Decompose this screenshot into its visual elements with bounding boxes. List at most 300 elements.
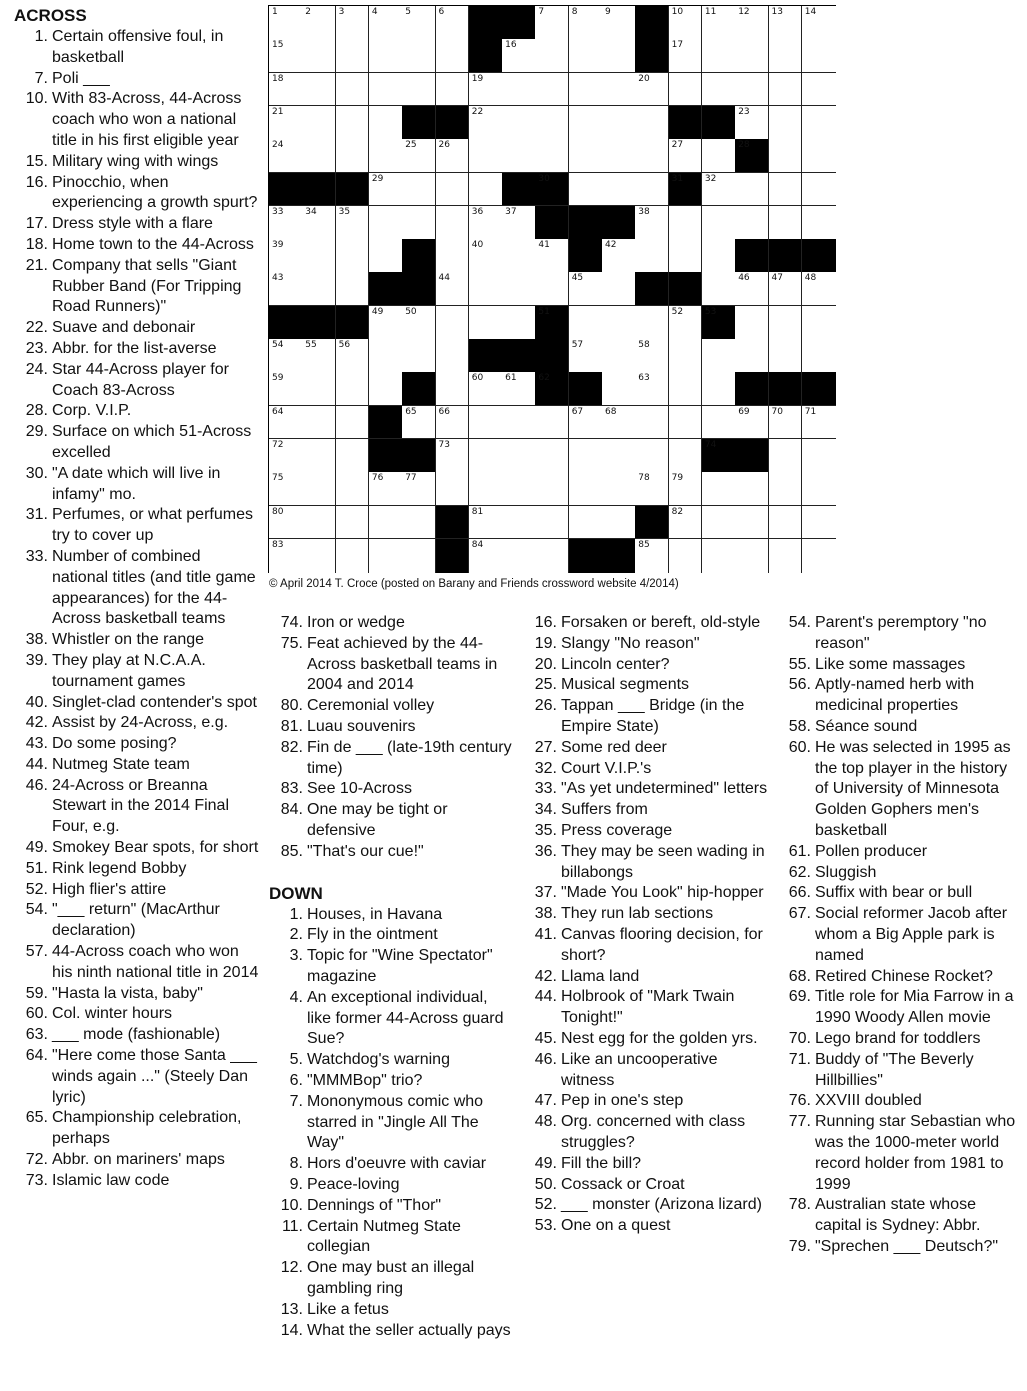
grid-cell[interactable] bbox=[735, 272, 769, 306]
grid-cell[interactable] bbox=[469, 506, 503, 540]
grid-cell[interactable] bbox=[669, 472, 703, 506]
grid-cell[interactable] bbox=[802, 406, 836, 440]
grid-cell[interactable] bbox=[602, 506, 636, 540]
grid-cell[interactable] bbox=[469, 239, 503, 273]
cell-number: 58 bbox=[638, 340, 650, 350]
grid-cell[interactable] bbox=[802, 39, 836, 73]
grid-cell[interactable] bbox=[802, 6, 836, 40]
grid-cell[interactable] bbox=[669, 506, 703, 540]
clue-text: One may be tight or defensive bbox=[307, 801, 448, 839]
grid-cell[interactable] bbox=[469, 73, 503, 107]
cell-number: 63 bbox=[638, 373, 650, 384]
grid-cell[interactable] bbox=[802, 539, 836, 573]
grid-cell[interactable] bbox=[436, 439, 470, 473]
clue-text: "As yet undetermined" letters bbox=[561, 780, 768, 798]
grid-cell[interactable] bbox=[269, 506, 303, 540]
grid-cell[interactable] bbox=[302, 6, 336, 40]
grid-cell[interactable] bbox=[469, 272, 503, 306]
grid-cell[interactable] bbox=[436, 73, 470, 107]
grid-cell[interactable] bbox=[702, 339, 736, 373]
grid-cell[interactable] bbox=[302, 206, 336, 240]
grid-cell[interactable] bbox=[269, 139, 303, 173]
grid-cell[interactable] bbox=[635, 306, 669, 340]
grid-cell[interactable] bbox=[502, 406, 536, 440]
grid-cell[interactable] bbox=[735, 539, 769, 573]
grid-cell[interactable] bbox=[336, 506, 370, 540]
grid-cell[interactable] bbox=[336, 539, 370, 573]
cell-number: 33 bbox=[272, 206, 284, 217]
grid-cell[interactable] bbox=[635, 206, 669, 240]
grid-cell[interactable] bbox=[769, 6, 803, 40]
grid-cell[interactable] bbox=[602, 439, 636, 473]
grid-cell[interactable] bbox=[535, 106, 569, 140]
grid-cell[interactable] bbox=[269, 39, 303, 73]
grid-cell[interactable] bbox=[735, 73, 769, 107]
grid-cell[interactable] bbox=[269, 6, 303, 40]
grid-cell[interactable] bbox=[735, 106, 769, 140]
clue-text: Aptly-named herb with medicinal properties bbox=[815, 676, 975, 715]
grid-cell[interactable] bbox=[702, 239, 736, 273]
grid-cell[interactable] bbox=[469, 139, 503, 173]
grid-cell[interactable] bbox=[336, 406, 370, 440]
grid-cell[interactable] bbox=[602, 139, 636, 173]
grid-cell[interactable] bbox=[302, 539, 336, 573]
grid-cell[interactable] bbox=[369, 306, 403, 340]
grid-cell[interactable] bbox=[436, 239, 470, 273]
black-square bbox=[402, 106, 436, 140]
grid-cell[interactable] bbox=[336, 272, 370, 306]
grid-cell[interactable] bbox=[502, 306, 536, 340]
grid-cell[interactable] bbox=[769, 439, 803, 473]
grid-cell[interactable] bbox=[502, 272, 536, 306]
grid-cell[interactable] bbox=[336, 39, 370, 73]
grid-cell[interactable] bbox=[402, 339, 436, 373]
clue-number: 25. bbox=[534, 676, 557, 694]
grid-cell[interactable] bbox=[302, 139, 336, 173]
grid-cell[interactable] bbox=[669, 306, 703, 340]
grid-cell[interactable] bbox=[302, 39, 336, 73]
grid-cell[interactable] bbox=[602, 372, 636, 406]
grid-cell[interactable] bbox=[569, 439, 603, 473]
grid-cell[interactable] bbox=[735, 173, 769, 207]
grid-cell[interactable] bbox=[336, 239, 370, 273]
grid-cell[interactable] bbox=[769, 472, 803, 506]
grid-cell[interactable] bbox=[602, 239, 636, 273]
grid-cell[interactable] bbox=[735, 339, 769, 373]
grid-cell[interactable] bbox=[702, 39, 736, 73]
grid-cell[interactable] bbox=[535, 439, 569, 473]
grid-cell[interactable] bbox=[336, 6, 370, 40]
grid-cell[interactable] bbox=[402, 173, 436, 207]
down-clue bbox=[523, 1050, 768, 1092]
grid-cell[interactable] bbox=[769, 272, 803, 306]
grid-cell[interactable] bbox=[302, 73, 336, 107]
grid-cell[interactable] bbox=[635, 539, 669, 573]
clue-text: 44-Across coach who won his ninth national title in 2014 bbox=[52, 943, 259, 981]
clue-text: Lego brand for toddlers bbox=[815, 1029, 981, 1047]
grid-cell[interactable] bbox=[369, 472, 403, 506]
grid-cell[interactable] bbox=[735, 306, 769, 340]
grid-cell[interactable] bbox=[436, 406, 470, 440]
grid-cell[interactable] bbox=[535, 539, 569, 573]
grid-cell[interactable] bbox=[469, 539, 503, 573]
grid-cell[interactable] bbox=[269, 206, 303, 240]
clue-number: 4. bbox=[289, 988, 303, 1006]
grid-cell[interactable] bbox=[369, 173, 403, 207]
grid-cell[interactable] bbox=[302, 239, 336, 273]
grid-cell[interactable] bbox=[635, 439, 669, 473]
grid-cell[interactable] bbox=[735, 6, 769, 40]
grid-cell[interactable] bbox=[669, 239, 703, 273]
grid-cell[interactable] bbox=[769, 339, 803, 373]
grid-cell[interactable] bbox=[669, 406, 703, 440]
grid-cell[interactable] bbox=[269, 472, 303, 506]
grid-cell[interactable] bbox=[436, 372, 470, 406]
grid-cell[interactable] bbox=[569, 472, 603, 506]
grid-cell[interactable] bbox=[269, 339, 303, 373]
grid-cell[interactable] bbox=[769, 539, 803, 573]
grid-cell[interactable] bbox=[602, 73, 636, 107]
grid-cell[interactable] bbox=[702, 139, 736, 173]
grid-cell[interactable] bbox=[302, 506, 336, 540]
grid-cell[interactable] bbox=[436, 272, 470, 306]
grid-cell[interactable] bbox=[602, 339, 636, 373]
grid-cell[interactable] bbox=[502, 472, 536, 506]
grid-cell[interactable] bbox=[502, 239, 536, 273]
grid-cell[interactable] bbox=[702, 6, 736, 40]
grid-cell[interactable] bbox=[402, 506, 436, 540]
grid-cell[interactable] bbox=[436, 472, 470, 506]
cell-number: 21 bbox=[272, 106, 284, 117]
grid-cell[interactable] bbox=[802, 306, 836, 340]
grid-cell[interactable] bbox=[535, 6, 569, 40]
grid-cell[interactable] bbox=[369, 539, 403, 573]
grid-cell[interactable] bbox=[502, 506, 536, 540]
grid-cell[interactable] bbox=[602, 406, 636, 440]
grid-cell[interactable] bbox=[502, 39, 536, 73]
grid-cell[interactable] bbox=[535, 139, 569, 173]
grid-cell[interactable] bbox=[769, 206, 803, 240]
across-clue bbox=[14, 1108, 259, 1150]
grid-cell[interactable] bbox=[802, 106, 836, 140]
grid-cell[interactable] bbox=[336, 439, 370, 473]
grid-cell[interactable] bbox=[369, 73, 403, 107]
grid-cell[interactable] bbox=[602, 39, 636, 73]
grid-cell[interactable] bbox=[769, 306, 803, 340]
grid-cell[interactable] bbox=[702, 372, 736, 406]
grid-cell[interactable] bbox=[469, 439, 503, 473]
grid-cell[interactable] bbox=[569, 139, 603, 173]
grid-cell[interactable] bbox=[802, 439, 836, 473]
grid-cell[interactable] bbox=[635, 239, 669, 273]
cell-number: 75 bbox=[272, 473, 284, 484]
grid-cell[interactable] bbox=[769, 406, 803, 440]
grid-cell[interactable] bbox=[469, 306, 503, 340]
grid-cell[interactable] bbox=[569, 173, 603, 207]
grid-cell[interactable] bbox=[336, 73, 370, 107]
grid-cell[interactable] bbox=[769, 506, 803, 540]
grid-cell[interactable] bbox=[669, 73, 703, 107]
grid-cell[interactable] bbox=[502, 73, 536, 107]
grid-cell[interactable] bbox=[635, 339, 669, 373]
grid-cell[interactable] bbox=[469, 206, 503, 240]
grid-cell[interactable] bbox=[369, 239, 403, 273]
grid-cell[interactable] bbox=[269, 539, 303, 573]
grid-cell[interactable] bbox=[436, 39, 470, 73]
grid-cell[interactable] bbox=[669, 439, 703, 473]
grid-cell[interactable] bbox=[769, 106, 803, 140]
grid-cell[interactable] bbox=[569, 73, 603, 107]
clue-number: 66. bbox=[788, 884, 811, 902]
grid-cell[interactable] bbox=[602, 272, 636, 306]
grid-cell[interactable] bbox=[735, 206, 769, 240]
clue-text: Star 44-Across player for Coach 83-Across bbox=[52, 360, 229, 399]
grid-cell[interactable] bbox=[635, 106, 669, 140]
grid-cell[interactable] bbox=[669, 372, 703, 406]
grid-cell[interactable] bbox=[769, 73, 803, 107]
grid-cell[interactable] bbox=[702, 272, 736, 306]
clue-text: Nest egg for the golden yrs. bbox=[561, 1029, 758, 1047]
clue-number: 60. bbox=[788, 738, 811, 756]
grid-cell[interactable] bbox=[469, 372, 503, 406]
black-square bbox=[569, 372, 603, 406]
grid-cell[interactable] bbox=[269, 73, 303, 107]
across-heading: ACROSS bbox=[14, 6, 87, 25]
grid-cell[interactable] bbox=[336, 139, 370, 173]
clue-number: 36. bbox=[534, 842, 557, 860]
grid-cell[interactable] bbox=[336, 339, 370, 373]
grid-cell[interactable] bbox=[669, 39, 703, 73]
grid-cell[interactable] bbox=[269, 406, 303, 440]
grid-cell[interactable] bbox=[302, 339, 336, 373]
grid-cell[interactable] bbox=[769, 39, 803, 73]
grid-cell[interactable] bbox=[369, 139, 403, 173]
grid-cell[interactable] bbox=[402, 539, 436, 573]
grid-cell[interactable] bbox=[535, 73, 569, 107]
grid-cell[interactable] bbox=[269, 272, 303, 306]
grid-cell[interactable] bbox=[802, 472, 836, 506]
grid-cell[interactable] bbox=[302, 406, 336, 440]
clue-number: 80. bbox=[280, 697, 303, 715]
grid-cell[interactable] bbox=[402, 73, 436, 107]
grid-cell[interactable] bbox=[635, 372, 669, 406]
grid-cell[interactable] bbox=[802, 506, 836, 540]
grid-cell[interactable] bbox=[535, 472, 569, 506]
clue-text: Singlet-clad contender's spot bbox=[52, 693, 257, 711]
across-clue bbox=[14, 900, 259, 942]
grid-cell[interactable] bbox=[369, 6, 403, 40]
down-clue bbox=[269, 905, 514, 926]
grid-cell[interactable] bbox=[769, 139, 803, 173]
black-square bbox=[702, 106, 736, 140]
black-square bbox=[735, 372, 769, 406]
grid-cell[interactable] bbox=[302, 439, 336, 473]
clue-number: 7. bbox=[34, 69, 48, 87]
grid-cell[interactable] bbox=[802, 339, 836, 373]
grid-cell[interactable] bbox=[469, 406, 503, 440]
grid-cell[interactable] bbox=[302, 272, 336, 306]
grid-cell[interactable] bbox=[602, 106, 636, 140]
grid-cell[interactable] bbox=[735, 406, 769, 440]
down-clue bbox=[269, 1050, 514, 1071]
grid-cell[interactable] bbox=[469, 173, 503, 207]
grid-cell[interactable] bbox=[336, 206, 370, 240]
clue-number: 17. bbox=[25, 215, 48, 233]
grid-cell[interactable] bbox=[469, 106, 503, 140]
grid-cell[interactable] bbox=[802, 206, 836, 240]
grid-cell[interactable] bbox=[402, 39, 436, 73]
clue-text: Forsaken or bereft, old-style bbox=[561, 614, 761, 631]
grid-cell[interactable] bbox=[436, 139, 470, 173]
grid-cell[interactable] bbox=[569, 272, 603, 306]
grid-cell[interactable] bbox=[369, 39, 403, 73]
grid-cell[interactable] bbox=[269, 439, 303, 473]
clue-number: 56. bbox=[788, 676, 811, 694]
grid-cell[interactable] bbox=[669, 339, 703, 373]
grid-cell[interactable] bbox=[302, 372, 336, 406]
grid-cell[interactable] bbox=[469, 472, 503, 506]
grid-cell[interactable] bbox=[402, 406, 436, 440]
grid-cell[interactable] bbox=[436, 173, 470, 207]
down-clue bbox=[269, 946, 514, 988]
grid-cell[interactable] bbox=[769, 173, 803, 207]
grid-cell[interactable] bbox=[336, 106, 370, 140]
grid-cell[interactable] bbox=[269, 106, 303, 140]
grid-cell[interactable] bbox=[369, 506, 403, 540]
grid-cell[interactable] bbox=[336, 472, 370, 506]
grid-cell[interactable] bbox=[535, 406, 569, 440]
grid-cell[interactable] bbox=[669, 139, 703, 173]
black-square bbox=[802, 239, 836, 273]
grid-cell[interactable] bbox=[702, 472, 736, 506]
grid-cell[interactable] bbox=[569, 339, 603, 373]
clue-text: They play at N.C.A.A. tournament games bbox=[52, 651, 206, 690]
grid-cell[interactable] bbox=[402, 6, 436, 40]
grid-cell[interactable] bbox=[402, 139, 436, 173]
grid-cell[interactable] bbox=[735, 506, 769, 540]
grid-cell[interactable] bbox=[702, 406, 736, 440]
grid-cell[interactable] bbox=[535, 239, 569, 273]
grid-cell[interactable] bbox=[569, 306, 603, 340]
grid-cell[interactable] bbox=[802, 139, 836, 173]
clue-number: 16. bbox=[25, 173, 48, 191]
grid-cell[interactable] bbox=[635, 73, 669, 107]
grid-cell[interactable] bbox=[635, 139, 669, 173]
grid-cell[interactable] bbox=[502, 106, 536, 140]
clue-number: 81. bbox=[280, 717, 303, 735]
cell-number: 61 bbox=[505, 373, 517, 384]
grid-cell[interactable] bbox=[602, 306, 636, 340]
grid-cell[interactable] bbox=[569, 6, 603, 40]
grid-cell[interactable] bbox=[802, 272, 836, 306]
grid-cell[interactable] bbox=[436, 206, 470, 240]
grid-cell[interactable] bbox=[369, 206, 403, 240]
cell-number: 29 bbox=[371, 173, 384, 184]
grid-cell[interactable] bbox=[635, 472, 669, 506]
clue-number: 54. bbox=[788, 614, 811, 631]
clue-text: Pep in one's step bbox=[561, 1092, 684, 1110]
grid-cell[interactable] bbox=[336, 372, 370, 406]
grid-cell[interactable] bbox=[702, 206, 736, 240]
clue-number: 24. bbox=[25, 360, 48, 378]
grid-cell[interactable] bbox=[702, 539, 736, 573]
grid-cell[interactable] bbox=[802, 73, 836, 107]
grid-cell[interactable] bbox=[302, 472, 336, 506]
grid-cell[interactable] bbox=[702, 73, 736, 107]
grid-cell[interactable] bbox=[569, 506, 603, 540]
cell-number: 74 bbox=[704, 439, 717, 450]
black-square bbox=[436, 539, 470, 573]
grid-cell[interactable] bbox=[569, 39, 603, 73]
grid-cell[interactable] bbox=[436, 339, 470, 373]
grid-cell[interactable] bbox=[302, 106, 336, 140]
grid-cell[interactable] bbox=[735, 39, 769, 73]
grid-cell[interactable] bbox=[569, 406, 603, 440]
black-square bbox=[669, 106, 703, 140]
grid-cell[interactable] bbox=[535, 39, 569, 73]
grid-cell[interactable] bbox=[369, 339, 403, 373]
cell-number: 76 bbox=[371, 473, 384, 484]
clue-number: 1. bbox=[289, 905, 303, 923]
black-square bbox=[436, 106, 470, 140]
grid-cell[interactable] bbox=[269, 239, 303, 273]
grid-cell[interactable] bbox=[369, 372, 403, 406]
clue-number: 51. bbox=[25, 859, 48, 877]
clue-number: 21. bbox=[25, 256, 48, 274]
grid-cell[interactable] bbox=[535, 272, 569, 306]
grid-cell[interactable] bbox=[702, 506, 736, 540]
grid-cell[interactable] bbox=[635, 406, 669, 440]
grid-cell[interactable] bbox=[269, 372, 303, 406]
clue-number: 15. bbox=[25, 152, 48, 170]
grid-cell[interactable] bbox=[635, 173, 669, 207]
grid-cell[interactable] bbox=[502, 439, 536, 473]
clue-number: 12. bbox=[280, 1259, 303, 1277]
grid-cell[interactable] bbox=[802, 173, 836, 207]
grid-cell[interactable] bbox=[369, 106, 403, 140]
grid-cell[interactable] bbox=[602, 173, 636, 207]
grid-cell[interactable] bbox=[669, 539, 703, 573]
grid-cell[interactable] bbox=[402, 306, 436, 340]
grid-cell[interactable] bbox=[402, 206, 436, 240]
grid-cell[interactable] bbox=[569, 106, 603, 140]
grid-cell[interactable] bbox=[436, 6, 470, 40]
grid-cell[interactable] bbox=[502, 206, 536, 240]
across-clue bbox=[14, 693, 259, 714]
grid-cell[interactable] bbox=[402, 472, 436, 506]
grid-cell[interactable] bbox=[702, 173, 736, 207]
cell-number: 16 bbox=[505, 40, 517, 51]
clue-number: 45. bbox=[534, 1029, 557, 1047]
grid-cell[interactable] bbox=[602, 472, 636, 506]
grid-cell[interactable] bbox=[735, 472, 769, 506]
grid-cell[interactable] bbox=[669, 206, 703, 240]
grid-cell[interactable] bbox=[669, 6, 703, 40]
grid-cell[interactable] bbox=[502, 139, 536, 173]
across-clue bbox=[269, 613, 514, 634]
grid-cell[interactable] bbox=[535, 506, 569, 540]
cell-number: 68 bbox=[605, 406, 617, 417]
down-clue bbox=[777, 842, 1017, 863]
grid-cell[interactable] bbox=[502, 539, 536, 573]
grid-cell[interactable] bbox=[502, 372, 536, 406]
grid-cell[interactable] bbox=[602, 6, 636, 40]
cell-number: 55 bbox=[305, 340, 317, 350]
black-square bbox=[402, 272, 436, 306]
grid-cell[interactable] bbox=[436, 306, 470, 340]
spacer bbox=[269, 863, 514, 883]
clue-text: Lincoln center? bbox=[561, 655, 670, 673]
